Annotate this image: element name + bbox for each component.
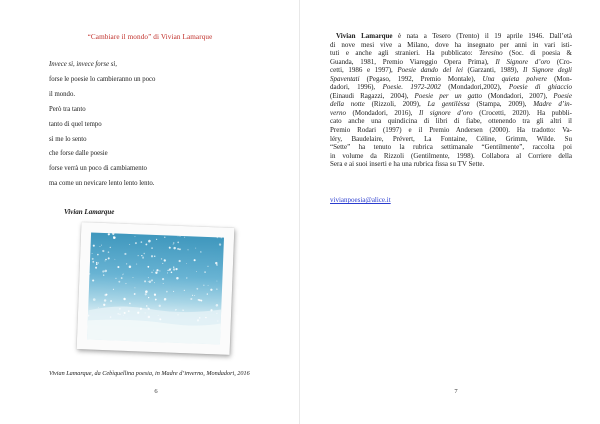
snowflake bbox=[192, 295, 193, 296]
snowflake bbox=[186, 277, 187, 278]
snowflake bbox=[200, 251, 201, 252]
book-title: Poesie. 1972-2002 bbox=[382, 83, 441, 92]
snowflake bbox=[195, 248, 196, 249]
snowflake bbox=[144, 280, 146, 282]
snowflake bbox=[196, 288, 198, 290]
snowflake bbox=[92, 279, 94, 281]
poem-title: “Cambiare il mondo” di Vivian Lamarque bbox=[87, 33, 213, 41]
book-title: della notte bbox=[330, 100, 365, 109]
snowflake bbox=[167, 272, 168, 273]
snowflake bbox=[135, 236, 136, 237]
snowflake bbox=[145, 293, 147, 295]
snowflake bbox=[163, 283, 164, 284]
bio-line bbox=[330, 160, 572, 169]
snowflake bbox=[97, 254, 99, 256]
snowflake bbox=[151, 272, 153, 274]
snowflake bbox=[178, 260, 180, 262]
snowflake bbox=[200, 300, 202, 302]
poem-line: Invece sì, invece forse sì, bbox=[49, 61, 117, 68]
snowflake bbox=[171, 268, 172, 269]
snowflake bbox=[156, 269, 158, 271]
snowflake bbox=[210, 289, 212, 291]
snowflake bbox=[136, 264, 137, 265]
snowflake bbox=[162, 278, 164, 280]
snowflake bbox=[103, 304, 105, 306]
snowflake bbox=[129, 265, 132, 268]
snowflake bbox=[124, 253, 126, 255]
snowflake bbox=[118, 281, 120, 283]
bio-text: (Mondadori, 2007), bbox=[481, 91, 554, 100]
snowflake bbox=[148, 297, 149, 298]
snow-photo-frame bbox=[77, 222, 235, 355]
book-title: La gentilèssa bbox=[427, 100, 470, 109]
snowflake bbox=[219, 243, 221, 245]
bio-line bbox=[330, 58, 572, 67]
snowflake bbox=[169, 247, 171, 249]
snowflake bbox=[98, 262, 99, 263]
snowflakes-overlay bbox=[87, 232, 224, 344]
bio-text: tuti e anche agli stranieri. Ha pubblicato: bbox=[330, 49, 480, 58]
snowflake bbox=[108, 233, 110, 235]
bio-line bbox=[330, 126, 572, 135]
snowflake bbox=[129, 244, 130, 245]
snowflake bbox=[115, 278, 116, 279]
snowflake bbox=[145, 290, 148, 293]
book-title: Teresino bbox=[479, 49, 503, 58]
snowflake bbox=[186, 263, 187, 264]
author-biography bbox=[330, 32, 572, 169]
snowflake bbox=[177, 241, 179, 243]
bio-text: (Einaudi Ragazzi, 2004), bbox=[330, 91, 415, 100]
snowflake bbox=[134, 287, 135, 288]
snowflake bbox=[138, 255, 139, 256]
snowflake bbox=[159, 270, 160, 271]
snowflake bbox=[102, 270, 104, 272]
bio-text: (Mon- bbox=[546, 74, 572, 83]
bio-line bbox=[330, 49, 572, 58]
book-title: Poesie dando del lei bbox=[397, 66, 463, 75]
snowflake bbox=[173, 291, 174, 292]
bio-line bbox=[330, 152, 572, 161]
bio-text: (Stampa, 2009), bbox=[469, 100, 534, 109]
snowflake bbox=[104, 270, 107, 273]
snowflake bbox=[101, 245, 102, 246]
bio-text: in volume da Rizzoli (Gentilmente, 1998). Collabora al Corriere della bbox=[330, 151, 572, 160]
snowflake bbox=[147, 266, 149, 268]
snowflake bbox=[194, 295, 195, 296]
poem-line: Però tra tanto bbox=[49, 105, 86, 113]
snowflake bbox=[153, 270, 154, 271]
poem-line: tanto di quel tempo bbox=[49, 120, 102, 128]
snowflake bbox=[117, 266, 119, 268]
bio-line bbox=[330, 143, 572, 152]
bio-text: cetti, 1986 e 1997), bbox=[330, 66, 398, 75]
bio-line bbox=[330, 92, 572, 101]
snowflake bbox=[203, 285, 204, 286]
poem-line: il mondo. bbox=[49, 90, 76, 98]
snowflake bbox=[173, 247, 176, 250]
snowflake bbox=[113, 289, 114, 290]
snowflake bbox=[175, 268, 177, 270]
snowflake bbox=[93, 245, 95, 247]
snowflake bbox=[134, 293, 136, 295]
snowflake bbox=[133, 277, 134, 278]
snowflake bbox=[167, 270, 168, 271]
snowflake bbox=[176, 277, 179, 280]
snowflake bbox=[121, 277, 123, 279]
snowflake bbox=[140, 241, 142, 243]
snowflake bbox=[149, 280, 152, 283]
bio-line bbox=[330, 109, 572, 118]
snowflake bbox=[182, 309, 183, 310]
bio-text: (Mondadori,2002), bbox=[440, 83, 509, 92]
snowflake bbox=[173, 267, 174, 268]
snowflake bbox=[145, 243, 147, 245]
bio-text: “Sette” ha tenuto la rubrica settimanale “Gentilmente”, raccolta poi bbox=[330, 143, 572, 152]
snowflake bbox=[208, 285, 209, 286]
snowflake bbox=[96, 262, 97, 263]
poem-line: forse verrà un poco di cambiamento bbox=[49, 165, 147, 173]
snowflake bbox=[93, 298, 96, 301]
snowflake bbox=[102, 250, 104, 252]
snowflake bbox=[159, 305, 161, 307]
bio-text: (Pegaso, 1992, Premio Montale), bbox=[359, 74, 483, 83]
bio-line bbox=[330, 117, 572, 126]
snowflake bbox=[173, 242, 175, 244]
photo-caption: Vivian Lamarque, da Cebìquellina poesia, in Madre d’inverno, Mondadori, 2016 bbox=[49, 370, 250, 377]
snowflake bbox=[125, 283, 126, 284]
snowflake bbox=[148, 281, 149, 282]
snowflake bbox=[184, 237, 185, 238]
snowflake bbox=[216, 288, 217, 289]
snowflake bbox=[190, 298, 192, 300]
bio-text: di nove mesi vive a Milano, dove ha insegnato per anni in vari isti- bbox=[330, 40, 572, 49]
book-title: Poesie di ghiaccio bbox=[508, 83, 572, 92]
book-title: Il signore d’oro bbox=[419, 108, 473, 117]
snowflake bbox=[122, 274, 123, 275]
snowflake bbox=[179, 236, 180, 237]
bio-line bbox=[330, 100, 572, 109]
snowflake bbox=[123, 298, 126, 301]
poem-line: forse le poesie lo cambieranno un poco bbox=[49, 75, 156, 83]
snowflake bbox=[126, 263, 127, 264]
snowflake bbox=[135, 242, 137, 244]
snowflake bbox=[110, 300, 112, 302]
snowflake bbox=[151, 255, 153, 257]
snowflake bbox=[92, 261, 94, 263]
poem-author: Vivian Lamarque bbox=[64, 208, 115, 216]
snowflake bbox=[96, 263, 98, 265]
bio-text: (Soc. di poesia & bbox=[502, 49, 572, 58]
snowflake bbox=[123, 274, 124, 275]
author-email-link[interactable]: vivianpoesia@alice.it bbox=[330, 196, 391, 204]
snowflake bbox=[151, 247, 153, 249]
snowflake bbox=[194, 259, 196, 261]
snowflake bbox=[141, 255, 142, 256]
bio-text: dadori, 1996), bbox=[330, 83, 383, 92]
snowflake bbox=[146, 305, 148, 307]
book-title: Poesie per un gatto bbox=[414, 91, 482, 100]
snowflake bbox=[154, 294, 156, 296]
snowflake bbox=[100, 246, 101, 247]
book-title: Madre d’in- bbox=[533, 100, 572, 109]
snowflake bbox=[155, 299, 157, 301]
book-title: Una quieta polvere bbox=[482, 74, 547, 83]
snowflake bbox=[207, 293, 208, 294]
bio-text: cato anche una quindicina di libri di fiabe, ottenendo tra gli altri il bbox=[330, 117, 572, 126]
snowflake bbox=[216, 264, 218, 266]
snowfall-landscape-image bbox=[87, 232, 224, 344]
snowflake bbox=[179, 248, 181, 250]
book-title: Il Signore degli bbox=[523, 66, 572, 75]
bio-text: Premio Rodari (1997) e il Premio Andersen (2000). Ha tradotto: Va- bbox=[330, 126, 572, 135]
book-title: Il Signore d’oro bbox=[495, 57, 551, 66]
snowflake bbox=[177, 248, 179, 250]
bio-line bbox=[330, 66, 572, 75]
snowflake bbox=[154, 255, 156, 257]
bio-text: (Garzanti, 1989), bbox=[462, 66, 523, 75]
snowflake bbox=[162, 263, 163, 264]
bio-text: (Rizzoli, 2009), bbox=[364, 100, 428, 109]
poem-line: ma come un nevicare lento lento lento. bbox=[49, 180, 155, 188]
snowflake bbox=[169, 268, 171, 270]
bio-line bbox=[330, 135, 572, 144]
bio-line bbox=[330, 32, 572, 41]
bio-line bbox=[330, 41, 572, 50]
snowflake bbox=[108, 257, 110, 259]
bio-text: (Mondadori, 2016), bbox=[345, 108, 420, 117]
snowflake bbox=[207, 266, 208, 267]
snowflake bbox=[112, 232, 114, 234]
page-number-right: 7 bbox=[454, 388, 458, 395]
snowflake bbox=[148, 277, 149, 278]
snowflake bbox=[173, 244, 174, 245]
snowflake bbox=[92, 253, 93, 254]
snowflake bbox=[105, 259, 107, 261]
bio-text: léry, Baudelaire, Prévert, La Fontaine, Céline, Grimm, Wilde. Su bbox=[330, 134, 572, 143]
snowflake bbox=[171, 271, 173, 273]
book-title: Spaventati bbox=[330, 74, 360, 83]
snowflake bbox=[155, 271, 158, 274]
bio-text: (Cro- bbox=[550, 57, 572, 66]
book-title: verno bbox=[330, 108, 346, 117]
snowflake bbox=[184, 290, 185, 291]
snowflake bbox=[143, 253, 145, 255]
poem-text bbox=[49, 58, 279, 192]
bio-line bbox=[330, 83, 572, 92]
poem-line: sì me lo sento bbox=[49, 135, 87, 143]
snowflake bbox=[164, 298, 167, 301]
bio-text: Sera e ai suoi inserti e ha una rubrica fissa su TV Sette. bbox=[330, 160, 485, 169]
snowflake bbox=[151, 279, 153, 281]
snowflake bbox=[217, 237, 218, 238]
snowflake bbox=[154, 282, 155, 283]
snowflake bbox=[164, 237, 165, 238]
snowflake bbox=[166, 291, 168, 293]
poem-line: che forse dalle poesie bbox=[49, 150, 108, 158]
snowflake bbox=[104, 299, 107, 302]
snowflake bbox=[114, 259, 115, 260]
snowflake bbox=[216, 304, 219, 307]
bio-text: Guanda, 1981, Premio Viareggio Opera Prima), bbox=[330, 57, 496, 66]
snowflake bbox=[89, 273, 91, 275]
snowflake bbox=[173, 268, 175, 270]
snowflake bbox=[215, 262, 218, 265]
snowflake bbox=[105, 260, 106, 261]
snowflake bbox=[204, 271, 206, 273]
snowflake bbox=[178, 236, 179, 237]
bio-text: è nata a Tesero (Trento) il 19 aprile 1946. Dall’età bbox=[392, 32, 573, 40]
snowflake bbox=[221, 237, 222, 238]
snowflake bbox=[217, 281, 218, 282]
snowflake bbox=[161, 258, 162, 259]
snowflake bbox=[92, 258, 94, 260]
snowflake bbox=[156, 239, 157, 240]
snowflake bbox=[129, 303, 131, 305]
snowflake bbox=[164, 259, 166, 261]
snowflake bbox=[142, 257, 144, 259]
bio-text: (Crocetti, 2020). Ha pubbli- bbox=[472, 108, 573, 117]
bio-line bbox=[330, 75, 572, 84]
snowflake bbox=[188, 249, 189, 250]
snowflake bbox=[196, 271, 197, 272]
snowflake bbox=[95, 267, 97, 269]
snowflake bbox=[108, 251, 110, 253]
book-title: Poesie bbox=[553, 91, 572, 100]
page-number-left: 6 bbox=[154, 388, 158, 395]
author-name: Vivian Lamarque bbox=[336, 32, 393, 40]
snowflake bbox=[98, 307, 99, 308]
snowflake bbox=[103, 274, 105, 276]
snowflake bbox=[110, 247, 111, 248]
snowflake bbox=[148, 240, 151, 243]
